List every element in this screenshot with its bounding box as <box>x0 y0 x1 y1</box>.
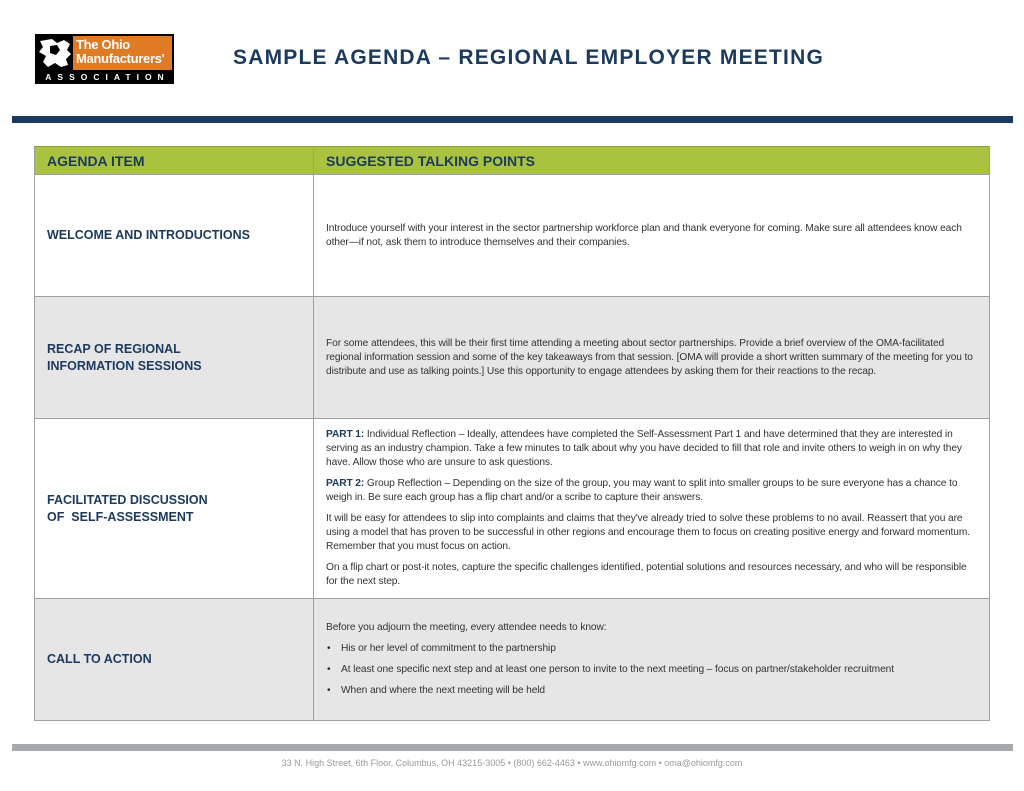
bullet-icon: • <box>327 643 331 654</box>
ohio-state-icon <box>37 36 73 70</box>
bullet-text: At least one specific next step and at least one person to invite to the next meeting – focus on partner/stakeholder recruitment <box>341 664 894 675</box>
talking-points-welcome <box>314 175 990 297</box>
agenda-item-call-to-action <box>35 599 314 721</box>
table-row <box>35 599 990 721</box>
agenda-item-welcome <box>35 175 314 297</box>
bullet-text: When and where the next meeting will be held <box>341 685 546 696</box>
talking-point-paragraph: Before you adjourn the meeting, every attendee needs to know: <box>326 622 607 633</box>
talking-points-discussion <box>314 419 990 599</box>
bullet-icon: • <box>327 685 331 696</box>
talking-point-paragraph: For some attendees, this will be their first time attending a meeting about sector partnerships. Provide a brief overview of the OMA-facilitated regional information session and some of the key takeaways from that session. [OMA will provide a short written summary of the meeting for you to distribute and use as talking points.] Use this opportunity to engage attendees by asking them for their reactions to the recap. <box>326 337 973 377</box>
table-header-row <box>35 147 990 175</box>
agenda-table <box>34 146 990 721</box>
talking-point-paragraph: Introduce yourself with your interest in the sector partnership workforce plan and thank everyone for coming. Make sure all attendees know each other—if not, ask them to introduce themselves and their companies. <box>326 222 962 248</box>
list-item <box>326 684 977 698</box>
agenda-item-label-line-1: FACILITATED DISCUSSION <box>47 492 208 507</box>
talking-points-recap <box>314 297 990 419</box>
agenda-item-label-line-2: INFORMATION SESSIONS <box>47 358 202 373</box>
footer-contact-info: 33 N. High Street, 6th Floor, Columbus, OH 43215-3005 • (800) 662-4463 • www.ohiomfg.com • oma@ohiomfg.com <box>281 758 743 768</box>
table-row <box>35 297 990 419</box>
bullet-icon: • <box>327 664 331 675</box>
column-header-agenda-item: AGENDA ITEM <box>35 147 314 175</box>
agenda-item-label-line-2: OF SELF-ASSESSMENT <box>47 509 194 524</box>
list-item <box>326 663 977 677</box>
header-divider <box>12 116 1013 123</box>
footer-divider <box>12 744 1013 751</box>
logo-line-1: The Ohio <box>76 37 130 52</box>
part-2-label: PART 2: <box>326 478 365 489</box>
agenda-item-discussion <box>35 419 314 599</box>
agenda-item-label: WELCOME AND INTRODUCTIONS <box>47 228 250 242</box>
logo-association-text: ASSOCIATION <box>45 72 170 82</box>
part-1-paragraph <box>326 428 977 470</box>
table-row <box>35 419 990 599</box>
list-item <box>326 642 977 656</box>
talking-point-paragraph: On a flip chart or post-it notes, capture the specific challenges identified, potential solutions and resources necessary, and who will be responsible for the next step. <box>326 562 967 587</box>
agenda-item-label-line-1: RECAP OF REGIONAL <box>47 341 181 356</box>
agenda-item-recap <box>35 297 314 419</box>
part-1-label: PART 1: <box>326 429 365 440</box>
part-2-text: Group Reflection – Depending on the size of the group, you may want to split into smaller groups to be sure everyone has a chance to weigh in. Be sure each group has a flip chart and/or a scribe to capture their answers. <box>326 478 958 503</box>
talking-point-paragraph: It will be easy for attendees to slip into complaints and claims that they've already tried to solve these problems to no avail. Reassert that you are using a model that has proven to be successful in other regions and encourage them to focus on creating positive energy and forward momentum. Remember that you must focus on action. <box>326 513 970 552</box>
column-header-talking-points: SUGGESTED TALKING POINTS <box>314 147 990 175</box>
oma-logo <box>35 34 174 84</box>
part-2-paragraph <box>326 477 977 505</box>
table-row <box>35 175 990 297</box>
agenda-item-label: CALL TO ACTION <box>47 652 152 666</box>
part-1-text: Individual Reflection – Ideally, attendees have completed the Self-Assessment Part 1 and have determined that they are interested in serving as an industry champion. Take a few minutes to talk about why you have decided to fill that role and invite others to weigh in on why they have. Allow those who are unsure to ask questions. <box>326 429 962 468</box>
bullet-text: His or her level of commitment to the partnership <box>341 643 556 654</box>
action-bullet-list <box>326 642 977 698</box>
talking-points-call-to-action <box>314 599 990 721</box>
page-title: SAMPLE AGENDA – REGIONAL EMPLOYER MEETING <box>233 46 824 69</box>
logo-line-2: Manufacturers' <box>76 51 165 66</box>
